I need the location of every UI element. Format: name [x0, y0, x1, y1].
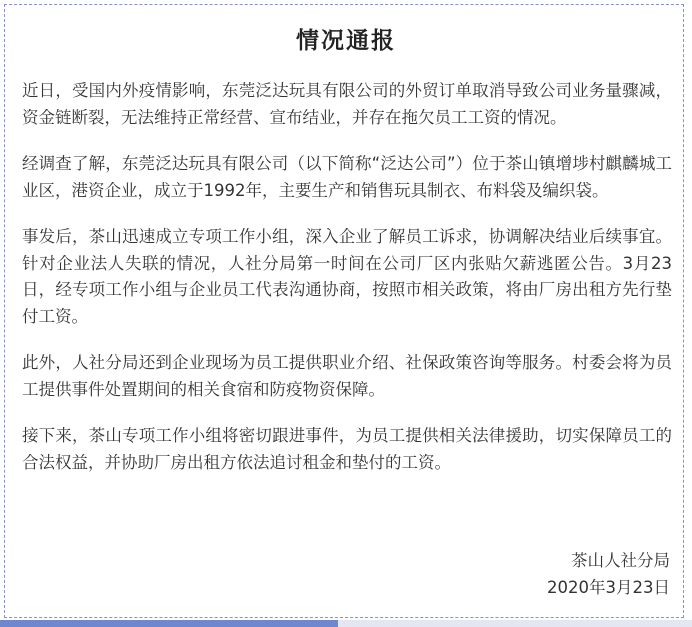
paragraph-services: 此外，人社分局还到企业现场为员工提供职业介绍、社保政策咨询等服务。村委会将为员工提供事件处置期间的相关食宿和防疫物资保障。 [22, 353, 672, 399]
paragraph-next-steps: 接下来，茶山专项工作小组将密切跟进事件，为员工提供相关法律援助，切实保障员工的合法权益，并协助厂房出租方依法追讨租金和垫付的工资。 [22, 426, 672, 472]
document-title: 情况通报 [296, 28, 396, 54]
paragraph-background: 近日，受国内外疫情影响，东莞泛达玩具有限公司的外贸订单取消导致公司业务量骤减，资金链断裂，无法维持正常经营、宣布结业，并存在拖欠员工工资的情况。 [22, 81, 672, 127]
document-body [22, 78, 672, 496]
bottom-bar-track [338, 620, 692, 627]
signature-block [547, 548, 670, 601]
bottom-accent-bar [0, 620, 338, 627]
paragraph-company-info: 经调查了解，东莞泛达玩具有限公司（以下简称“泛达公司”）位于茶山镇增埗村麒麟城工业区，港资企业，成立于1992年，主要生产和销售玩具制衣、布料袋及编织袋。 [22, 154, 672, 200]
issue-date: 2020年3月23日 [547, 577, 670, 597]
paragraph-response: 事发后，茶山迅速成立专项工作小组，深入企业了解员工诉求，协调解决结业后续事宜。针对企业法人失联的情况，人社分局第一时间在公司厂区内张贴欠薪逃匿公告。3月23日，经专项工作小组与企业员工代表沟通协商，按照市相关政策，将由厂房出租方先行垫付工资。 [22, 227, 672, 326]
issuer-name: 茶山人社分局 [571, 551, 670, 570]
